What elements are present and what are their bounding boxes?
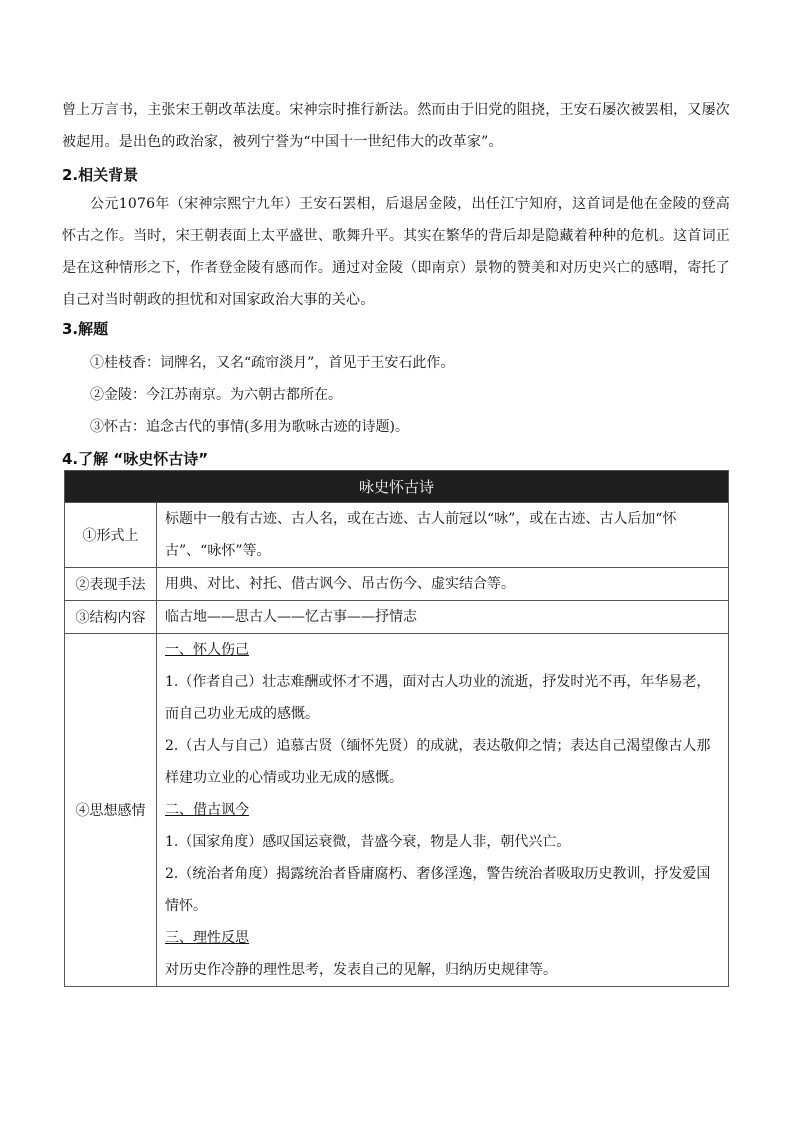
- row-label-emotion: ④思想感情: [65, 634, 157, 987]
- emotion-item: 1.（作者自己）壮志难酬或怀才不遇，面对古人功业的流逝，抒发时光不再，年华易老，而自己功业无成的感慨。: [165, 674, 711, 722]
- section-heading-background: 2.相关背景: [62, 166, 139, 184]
- explanation-item-2: ②金陵：今江苏南京。为六朝古都所在。: [90, 387, 342, 403]
- poetry-type-table: [64, 470, 729, 987]
- table-header-row: [65, 471, 729, 503]
- emotion-subheading-3: 三、理性反思: [165, 930, 249, 946]
- intro-paragraph: 曾上万言书，主张宋王朝改革法度。宋神宗时推行新法。然而由于旧党的阻挠，王安石屡次被罢相，又屡次被起用。是出色的政治家，被列宁誉为“中国十一世纪伟大的改革家”。: [62, 102, 730, 150]
- table-row: [65, 568, 729, 601]
- emotion-item: 2.（古人与自己）追慕古贤（缅怀先贤）的成就，表达敬仰之情；表达自己渴望像古人那样建功立业的心情或功业无成的感慨。: [165, 738, 711, 786]
- emotion-item: 2.（统治者角度）揭露统治者昏庸腐朽、奢侈淫逸，警告统治者吸取历史教训，抒发爱国情怀。: [165, 866, 711, 914]
- row-label-structure: ③结构内容: [65, 601, 157, 634]
- row-content-technique: 用典、对比、衬托、借古讽今、吊古伤今、虚实结合等。: [157, 568, 729, 601]
- table-title: 咏史怀古诗: [65, 471, 729, 503]
- emotion-subheading-1: 一、怀人伤己: [165, 642, 249, 658]
- explanation-item-1: ①桂枝香：词牌名，又名“疏帘淡月”，首见于王安石此作。: [90, 355, 455, 371]
- table-row: [65, 601, 729, 634]
- row-label-form: ①形式上: [65, 503, 157, 568]
- row-content-emotion: [157, 634, 729, 987]
- section-heading-title-explanation: 3.解题: [62, 320, 109, 338]
- row-label-technique: ②表现手法: [65, 568, 157, 601]
- table-row: [65, 503, 729, 568]
- emotion-subheading-2: 二、借古讽今: [165, 802, 249, 818]
- background-paragraph: 公元1076年（宋神宗熙宁九年）王安石罢相，后退居金陵，出任江宁知府，这首词是他在金陵的登高怀古之作。当时，宋王朝表面上太平盛世、歌舞升平。其实在繁华的背后却是隐藏着种种的危机。这首词正是在这种情形之下，作者登金陵有感而作。通过对金陵（即南京）景物的赞美和对历史兴亡的感喟，寄托了自己对当时朝政的担忧和对国家政治大事的关心。: [62, 196, 730, 308]
- table-row: [65, 634, 729, 987]
- row-content-form: 标题中一般有古迹、古人名，或在古迹、古人前冠以“咏”，或在古迹、古人后加“怀古”、“咏怀”等。: [157, 503, 729, 568]
- row-content-structure: 临古地——思古人——忆古事——抒情志: [157, 601, 729, 634]
- section-heading-poetry-type: 4.了解 “咏史怀古诗”: [62, 450, 209, 468]
- emotion-item: 1.（国家角度）感叹国运衰微，昔盛今衰，物是人非，朝代兴亡。: [165, 834, 571, 850]
- explanation-item-3: ③怀古：追念古代的事情(多用为歌咏古迹的诗题)。: [90, 419, 409, 435]
- emotion-item: 对历史作冷静的理性思考，发表自己的见解，归纳历史规律等。: [165, 962, 557, 978]
